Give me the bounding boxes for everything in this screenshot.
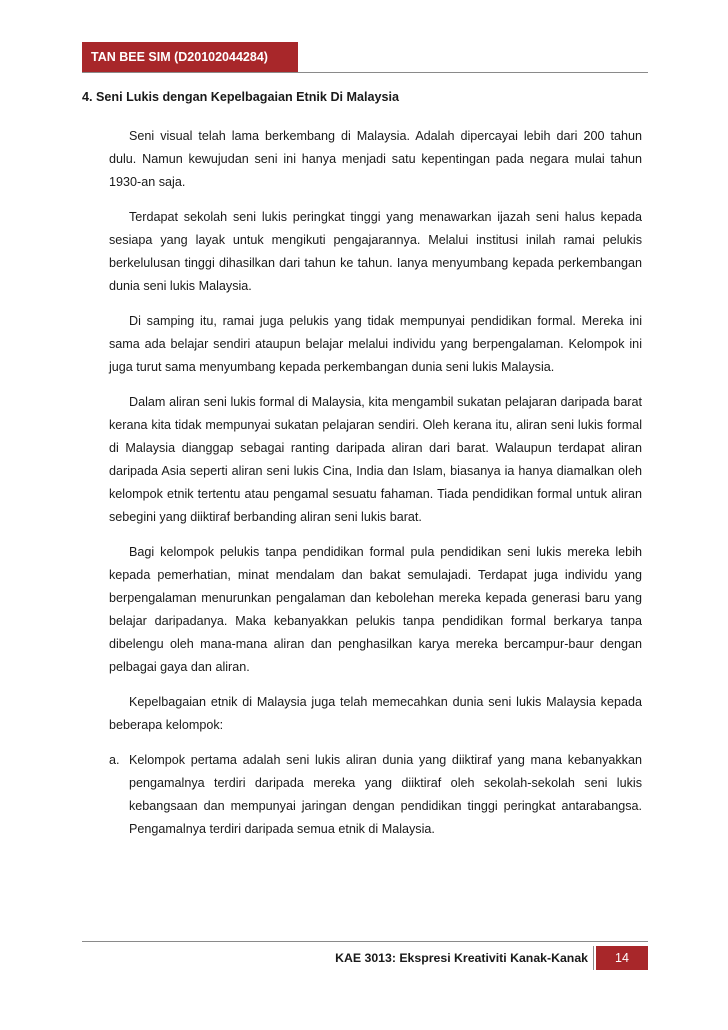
page-number: 14 (596, 946, 648, 970)
section-heading: 4. Seni Lukis dengan Kepelbagaian Etnik Di Malaysia (82, 90, 400, 104)
paragraph-6: Kepelbagaian etnik di Malaysia juga telah memecahkan dunia seni lukis Malaysia kepada beberapa kelompok: (109, 695, 642, 732)
paragraph-2: Terdapat sekolah seni lukis peringkat tinggi yang menawarkan ijazah seni halus kepada sesiapa yang layak untuk mengikuti pengajarannya. Melalui institusi inilah ramai pelukis berkelulusan tinggi dihasilkan dari tahun ke tahun. Ianya menyumbang kepada perkembangan dunia seni lukis Malaysia. (109, 210, 642, 293)
footer-rule (82, 941, 648, 942)
group-list (109, 749, 642, 841)
body-text (109, 125, 642, 841)
paragraph-3: Di samping itu, ramai juga pelukis yang tidak mempunyai pendidikan formal. Mereka ini sama ada belajar sendiri ataupun belajar melalui individu yang berpengalaman. Kelompok ini juga turut sama menyumbang kepada perkembangan dunia seni lukis Malaysia. (109, 314, 642, 374)
paragraph-4: Dalam aliran seni lukis formal di Malaysia, kita mengambil sukatan pelajaran daripada barat kerana kita tidak mempunyai sukatan pelajaran sendiri. Oleh kerana itu, aliran seni lukis formal di Malaysia dianggap sebagai ranting daripada aliran dari barat. Walaupun terdapat aliran daripada Asia seperti aliran seni lukis Cina, India dan Islam, biasanya ia hanya diamalkan oleh kelompok etnik tertentu atau pengamal sesuatu fahaman. Tiada pendidikan formal untuk aliran sebegini yang diiktiraf berbanding aliran seni lukis barat. (109, 395, 642, 524)
list-item (109, 749, 642, 841)
paragraph-5: Bagi kelompok pelukis tanpa pendidikan formal pula pendidikan seni lukis mereka lebih kepada pemerhatian, minat mendalam dan bakat semulajadi. Terdapat juga individu yang berpengalaman menurunkan pengalaman dan kebolehan mereka kepada generasi baru yang belajar daripadanya. Maka kebanyakkan pelukis tanpa pendidikan formal berkarya tanpa dibelengu oleh mana-mana aliran dan penghasilkan karya mereka bercampur-baur dengan pelbagai gaya dan aliran. (109, 545, 642, 674)
course-label: KAE 3013: Ekspresi Kreativiti Kanak-Kanak (335, 951, 588, 965)
footer-separator (593, 946, 594, 970)
author-header-tab: TAN BEE SIM (D20102044284) (82, 42, 298, 72)
header-rule (82, 72, 648, 73)
list-item-text: Kelompok pertama adalah seni lukis aliran dunia yang diiktiraf yang mana kebanyakkan pengamalnya terdiri daripada mereka yang diiktiraf oleh sekolah-sekolah seni lukis kebangsaan dan mempunyai jaringan dengan pendidikan tinggi peringkat antarabangsa. Pengamalnya terdiri daripada semua etnik di Malaysia. (129, 753, 642, 836)
list-item-marker: a. (109, 753, 120, 767)
paragraph-1: Seni visual telah lama berkembang di Malaysia. Adalah dipercayai lebih dari 200 tahun dulu. Namun kewujudan seni ini hanya menjadi satu kepentingan pada negara mulai tahun 1930-an saja. (109, 129, 642, 189)
